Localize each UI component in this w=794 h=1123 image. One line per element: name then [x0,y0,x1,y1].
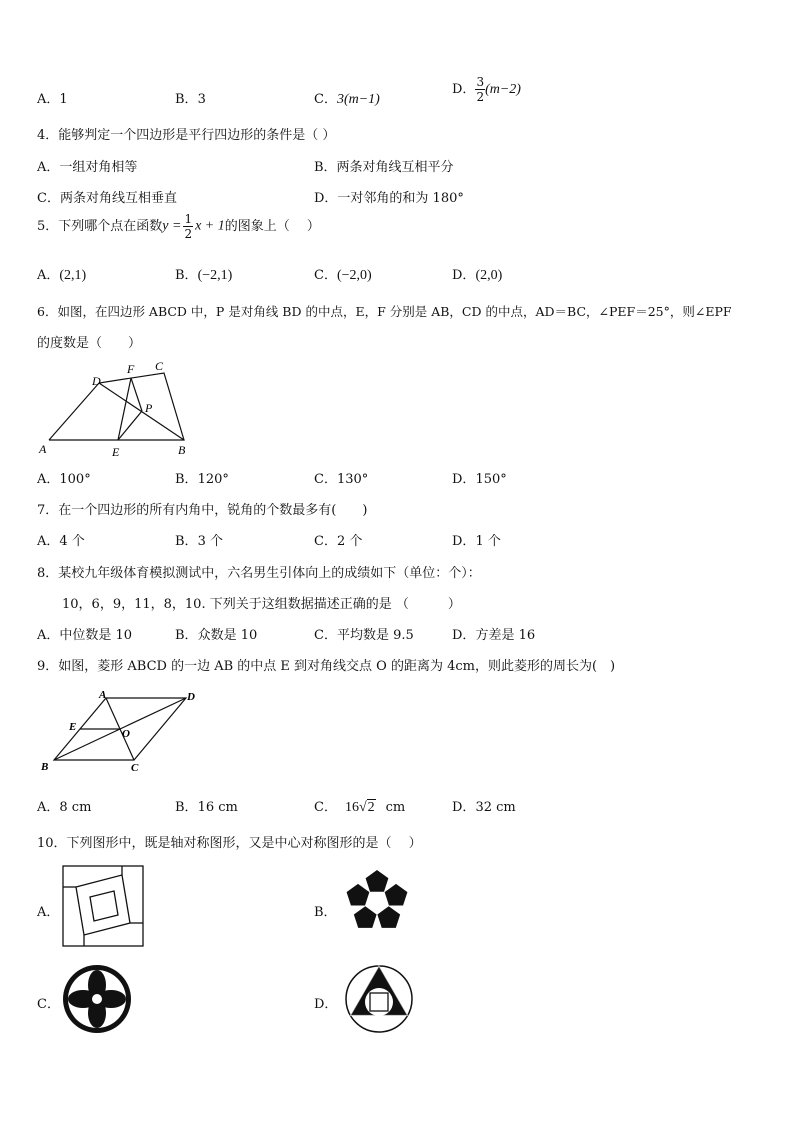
q10-option-b-figure-five-pentagons [343,866,411,938]
q3-option-c [314,88,380,108]
q5-formula-rhs: x + 1 [195,218,225,234]
q7-option-b: B．3 个 [175,534,223,549]
option-letter: C． [314,92,337,107]
option-text: 3(m−1) [336,92,380,107]
q5-option-d: D．(2,0) [452,268,503,283]
label-c: C [155,359,164,373]
q3-option-a [37,88,68,107]
q6-stem-line1: 6．如图，在四边形 ABCD 中，P 是对角线 BD 的中点，E，F 分别是 AB，CD 的中点，AD＝BC，∠PEF＝25°，则∠EPF [37,304,732,319]
label-c: C [131,762,139,774]
q5-option-c: C．(−2,0) [314,268,372,283]
q8-option-b: B．众数是 10 [175,628,258,643]
q5-stem-after: 的图象上（ ） [224,219,320,234]
q10-option-a-letter: A． [37,905,60,920]
q4-stem: 4．能够判定一个四边形是平行四边形的条件是（ ） [37,128,336,143]
q7-option-a: A．4 个 [37,534,85,549]
option-letter: A． [37,92,60,107]
q6-option-d: D．150° [452,472,507,487]
label-a: A [99,689,107,701]
q9-option-c: C． 16√2 cm [314,800,406,815]
q8-option-d: D．方差是 16 [452,628,536,643]
q10-option-c-figure-four-petal-circle [61,963,133,1035]
fraction: $\frac{1}{2}$ [184,212,193,241]
label-p: P [145,401,153,415]
q4-option-a: A．一组对角相等 [37,160,138,175]
q5-option-a: A．(2,1) [37,268,87,283]
label-b: B [178,443,186,457]
option-letter: B． [175,92,198,107]
label-e: E [112,445,120,458]
label-o: O [122,728,130,740]
q9-option-d: D．32 cm [452,800,516,815]
q6-option-b: B．120° [175,472,229,487]
radicand: 2 [367,800,375,815]
q8-stem-line2: 10，6，9，11，8，10. 下列关于这组数据描述正确的是 （ ） [62,597,461,612]
q10-option-c-letter: C． [37,997,60,1012]
q9-stem: 9．如图，菱形 ABCD 的一边 AB 的中点 E 到对角线交点 O 的距离为 4cm，则此菱形的周长为( ) [37,659,616,674]
q4-option-b: B．两条对角线互相平分 [314,160,454,175]
q6-figure-quadrilateral [36,358,206,458]
label-e: E [69,721,77,733]
label-a: A [39,442,47,456]
q9-option-a: A．8 cm [37,800,92,815]
sqrt-sign: √ [358,800,367,815]
label-d: D [92,374,101,388]
q6-stem-line2: 的度数是（ ） [37,336,142,351]
q8-option-c: C．平均数是 9.5 [314,628,414,643]
label-d: D [187,691,195,703]
q7-stem: 7．在一个四边形的所有内角中，锐角的个数最多有( ) [37,503,368,518]
q7-option-d: D．1 个 [452,534,501,549]
q5-stem [37,213,320,240]
q10-option-d-figure-triangle-in-circle [343,963,415,1035]
option-letter: D． [452,82,476,97]
q5-option-b: B．(−2,1) [175,268,233,283]
q7-option-c: C．2 个 [314,534,363,549]
q10-option-a-figure-square-pinwheel [62,865,144,947]
q10-option-b-letter: B． [314,905,337,920]
q4-option-c: C．两条对角线互相垂直 [37,191,177,206]
quad-abcd-outline [49,373,184,440]
option-text: 1 [59,92,68,107]
option-text: (m−2) [485,82,521,97]
q8-stem-line1: 8．某校九年级体育模拟测试中，六名男生引体向上的成绩如下（单位：个）： [37,566,481,581]
q9-option-b: B．16 cm [175,800,238,815]
q9-figure-rhombus [36,686,206,776]
label-b: B [41,761,49,773]
fraction: $\frac{3}{2}$ [476,75,485,104]
q8-option-a: A．中位数是 10 [37,628,133,643]
q5-formula-lhs: y = [162,218,182,234]
q4-option-d: D．一对邻角的和为 180° [314,191,464,206]
label-f: F [127,362,135,376]
q6-option-a: A．100° [37,472,91,487]
q3-option-d [452,76,521,103]
q6-option-c: C．130° [314,472,369,487]
q5-stem-before: 5．下列哪个点在函数 [37,219,163,234]
q10-option-d-letter: D． [314,997,338,1012]
q10-stem: 10．下列图形中，既是轴对称图形，又是中心对称图形的是（ ） [37,836,422,851]
q3-option-b [175,88,206,107]
segment-ef [118,378,131,440]
option-text: 3 [197,92,206,107]
